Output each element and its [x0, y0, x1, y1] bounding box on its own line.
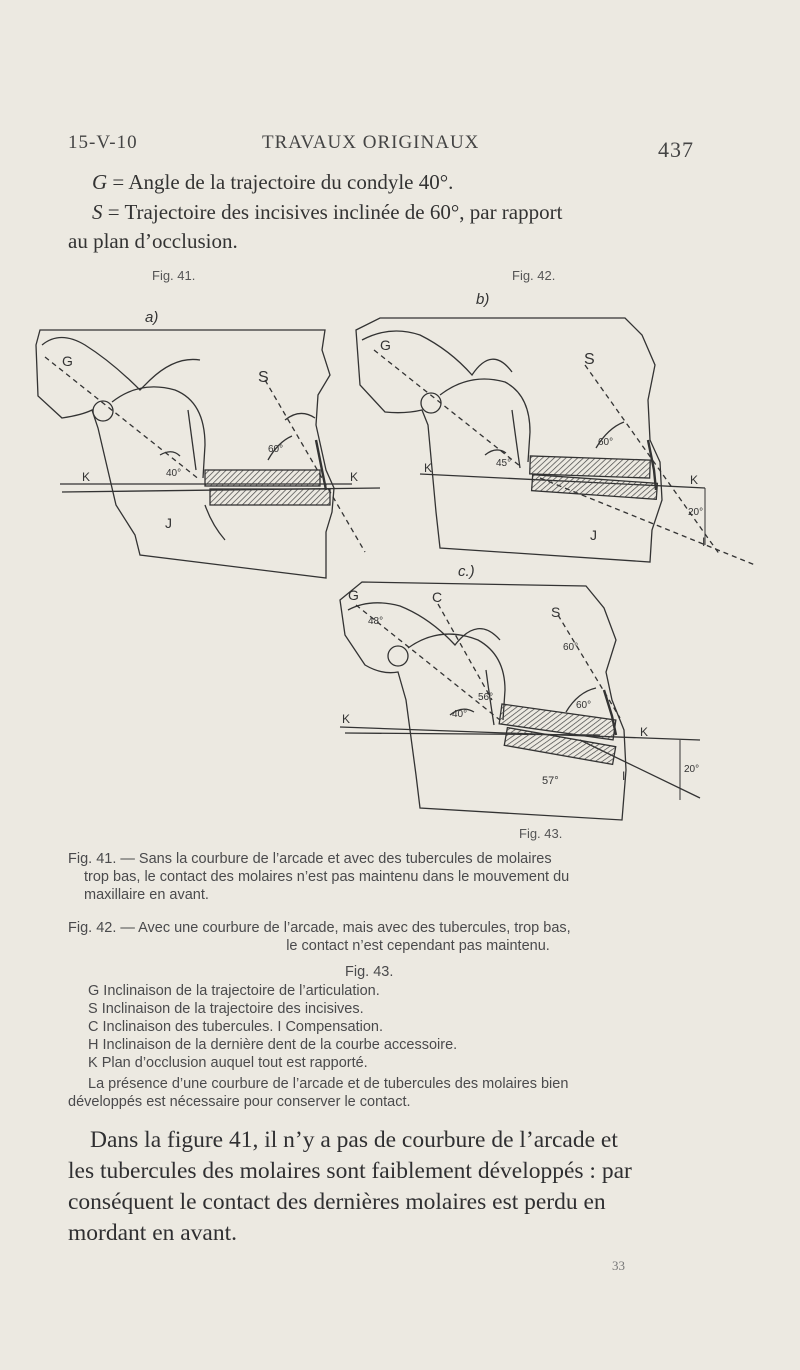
- body-line2: les tubercules des molaires sont faiblement développés : par: [68, 1158, 632, 1184]
- fig43-angle-60-top: 60°: [563, 642, 579, 653]
- fig43-angle-40: 40°: [452, 709, 468, 720]
- fig41-angle-40: 40°: [166, 468, 182, 479]
- body-line3: conséquent le contact des dernières molaires est perdu en: [68, 1189, 606, 1215]
- fig43-label-i: I: [622, 769, 626, 783]
- fig41-drawing: [36, 330, 380, 578]
- fig41-label-g: G: [62, 353, 73, 369]
- caption-fig43-legend: [88, 982, 768, 1072]
- legend-item: H Inclinaison de la dernière dent de la courbe accessoire.: [88, 1037, 458, 1053]
- fig43-label-c: C: [432, 589, 443, 605]
- fig42-panel-label: b): [476, 291, 490, 308]
- fig43-panel-label: c.): [458, 563, 475, 580]
- legend-item: K Plan d’occlusion auquel tout est rapporté.: [88, 1055, 368, 1071]
- caption-closing-line2: développés est nécessaire pour conserver le contact.: [68, 1094, 411, 1110]
- fig42-label-i: I: [702, 535, 706, 549]
- caption-fig42-line2: le contact n’est cependant pas maintenu.: [286, 938, 550, 954]
- fig43-label-g: G: [348, 587, 359, 603]
- fig42-label-s: S: [584, 351, 595, 368]
- running-head-date: 15-V-10: [68, 132, 138, 153]
- fig43-label-k-right: K: [640, 725, 649, 739]
- intro-text-g: = Angle de la trajectoire du condyle 40°.: [112, 170, 454, 194]
- body-line1: Dans la figure 41, il n’y a pas de courbure de l’arcade et: [90, 1127, 618, 1153]
- legend-item: S Inclinaison de la trajectoire des incisives.: [88, 1001, 364, 1017]
- caption-fig42-line1: Fig. 42. — Avec une courbure de l’arcade, mais avec des tubercules, trop bas,: [68, 920, 571, 936]
- fig42-label-k-left: K: [424, 461, 433, 475]
- running-head-title: TRAVAUX ORIGINAUX: [262, 132, 480, 153]
- fig42-label-k-right: K: [690, 473, 699, 487]
- intro-symbol-g: G: [92, 170, 108, 194]
- fig43-angle-57: 57°: [542, 775, 559, 787]
- fig41-label-s: S: [258, 369, 269, 386]
- fig43-angle-60-bottom: 60°: [576, 700, 592, 711]
- fig41-title: Fig. 41.: [152, 268, 196, 283]
- fig41-label-k-right: K: [350, 470, 359, 484]
- legend-item: C Inclinaison des tubercules. I Compensation.: [88, 1019, 383, 1035]
- legend-item: G Inclinaison de la trajectoire de l’articulation.: [88, 983, 380, 999]
- caption-fig41-line1: Fig. 41. — Sans la courbure de l’arcade et avec des tubercules de molaires: [68, 851, 552, 867]
- fig43-angle-56: 56°: [478, 692, 494, 703]
- intro-line-g: [92, 170, 453, 195]
- intro-line-s: [92, 200, 562, 225]
- fig42-drawing: [356, 318, 755, 565]
- fig42-angle-20: 20°: [688, 507, 704, 518]
- fig41-panel-label: a): [145, 309, 159, 326]
- caption-closing-line1: La présence d’une courbure de l’arcade et de tubercules des molaires bien: [88, 1076, 569, 1092]
- body-paragraph: [68, 1125, 788, 1249]
- fig42-angle-60: 60°: [598, 437, 614, 448]
- body-line4: mordant en avant.: [68, 1220, 238, 1246]
- intro-line-3: au plan d’occlusion.: [68, 229, 238, 253]
- caption-fig41-line3: maxillaire en avant.: [84, 887, 209, 903]
- caption-fig41: [68, 850, 768, 904]
- fig42-label-g: G: [380, 337, 391, 353]
- fig43-drawing: [340, 582, 700, 820]
- fig42-title: Fig. 42.: [512, 268, 556, 283]
- fig41-angle-60: 60°: [268, 444, 284, 455]
- caption-fig43-heading: Fig. 43.: [345, 964, 394, 980]
- fig43-label-k-left: K: [342, 712, 351, 726]
- intro-text-s: = Trajectoire des incisives inclinée de 60°, par rapport: [107, 200, 563, 224]
- signature-mark: 33: [612, 1258, 625, 1273]
- fig43-label-s: S: [551, 604, 561, 620]
- caption-fig41-line2: trop bas, le contact des molaires n’est pas maintenu dans le mouvement du: [84, 869, 570, 885]
- fig42-angle-45: 45°: [496, 458, 512, 469]
- fig43-title: Fig. 43.: [519, 826, 563, 841]
- fig41-label-j: J: [165, 515, 172, 531]
- page-number: 437: [658, 137, 694, 162]
- fig42-label-j: J: [590, 527, 597, 543]
- caption-fig42: [68, 919, 768, 955]
- caption-closing: [68, 1075, 778, 1111]
- intro-symbol-s: S: [92, 200, 103, 224]
- fig43-angle-48: 48°: [368, 616, 384, 627]
- jaw-figures-illustration: [0, 290, 800, 840]
- fig41-label-k-left: K: [82, 470, 91, 484]
- fig43-angle-20: 20°: [684, 764, 700, 775]
